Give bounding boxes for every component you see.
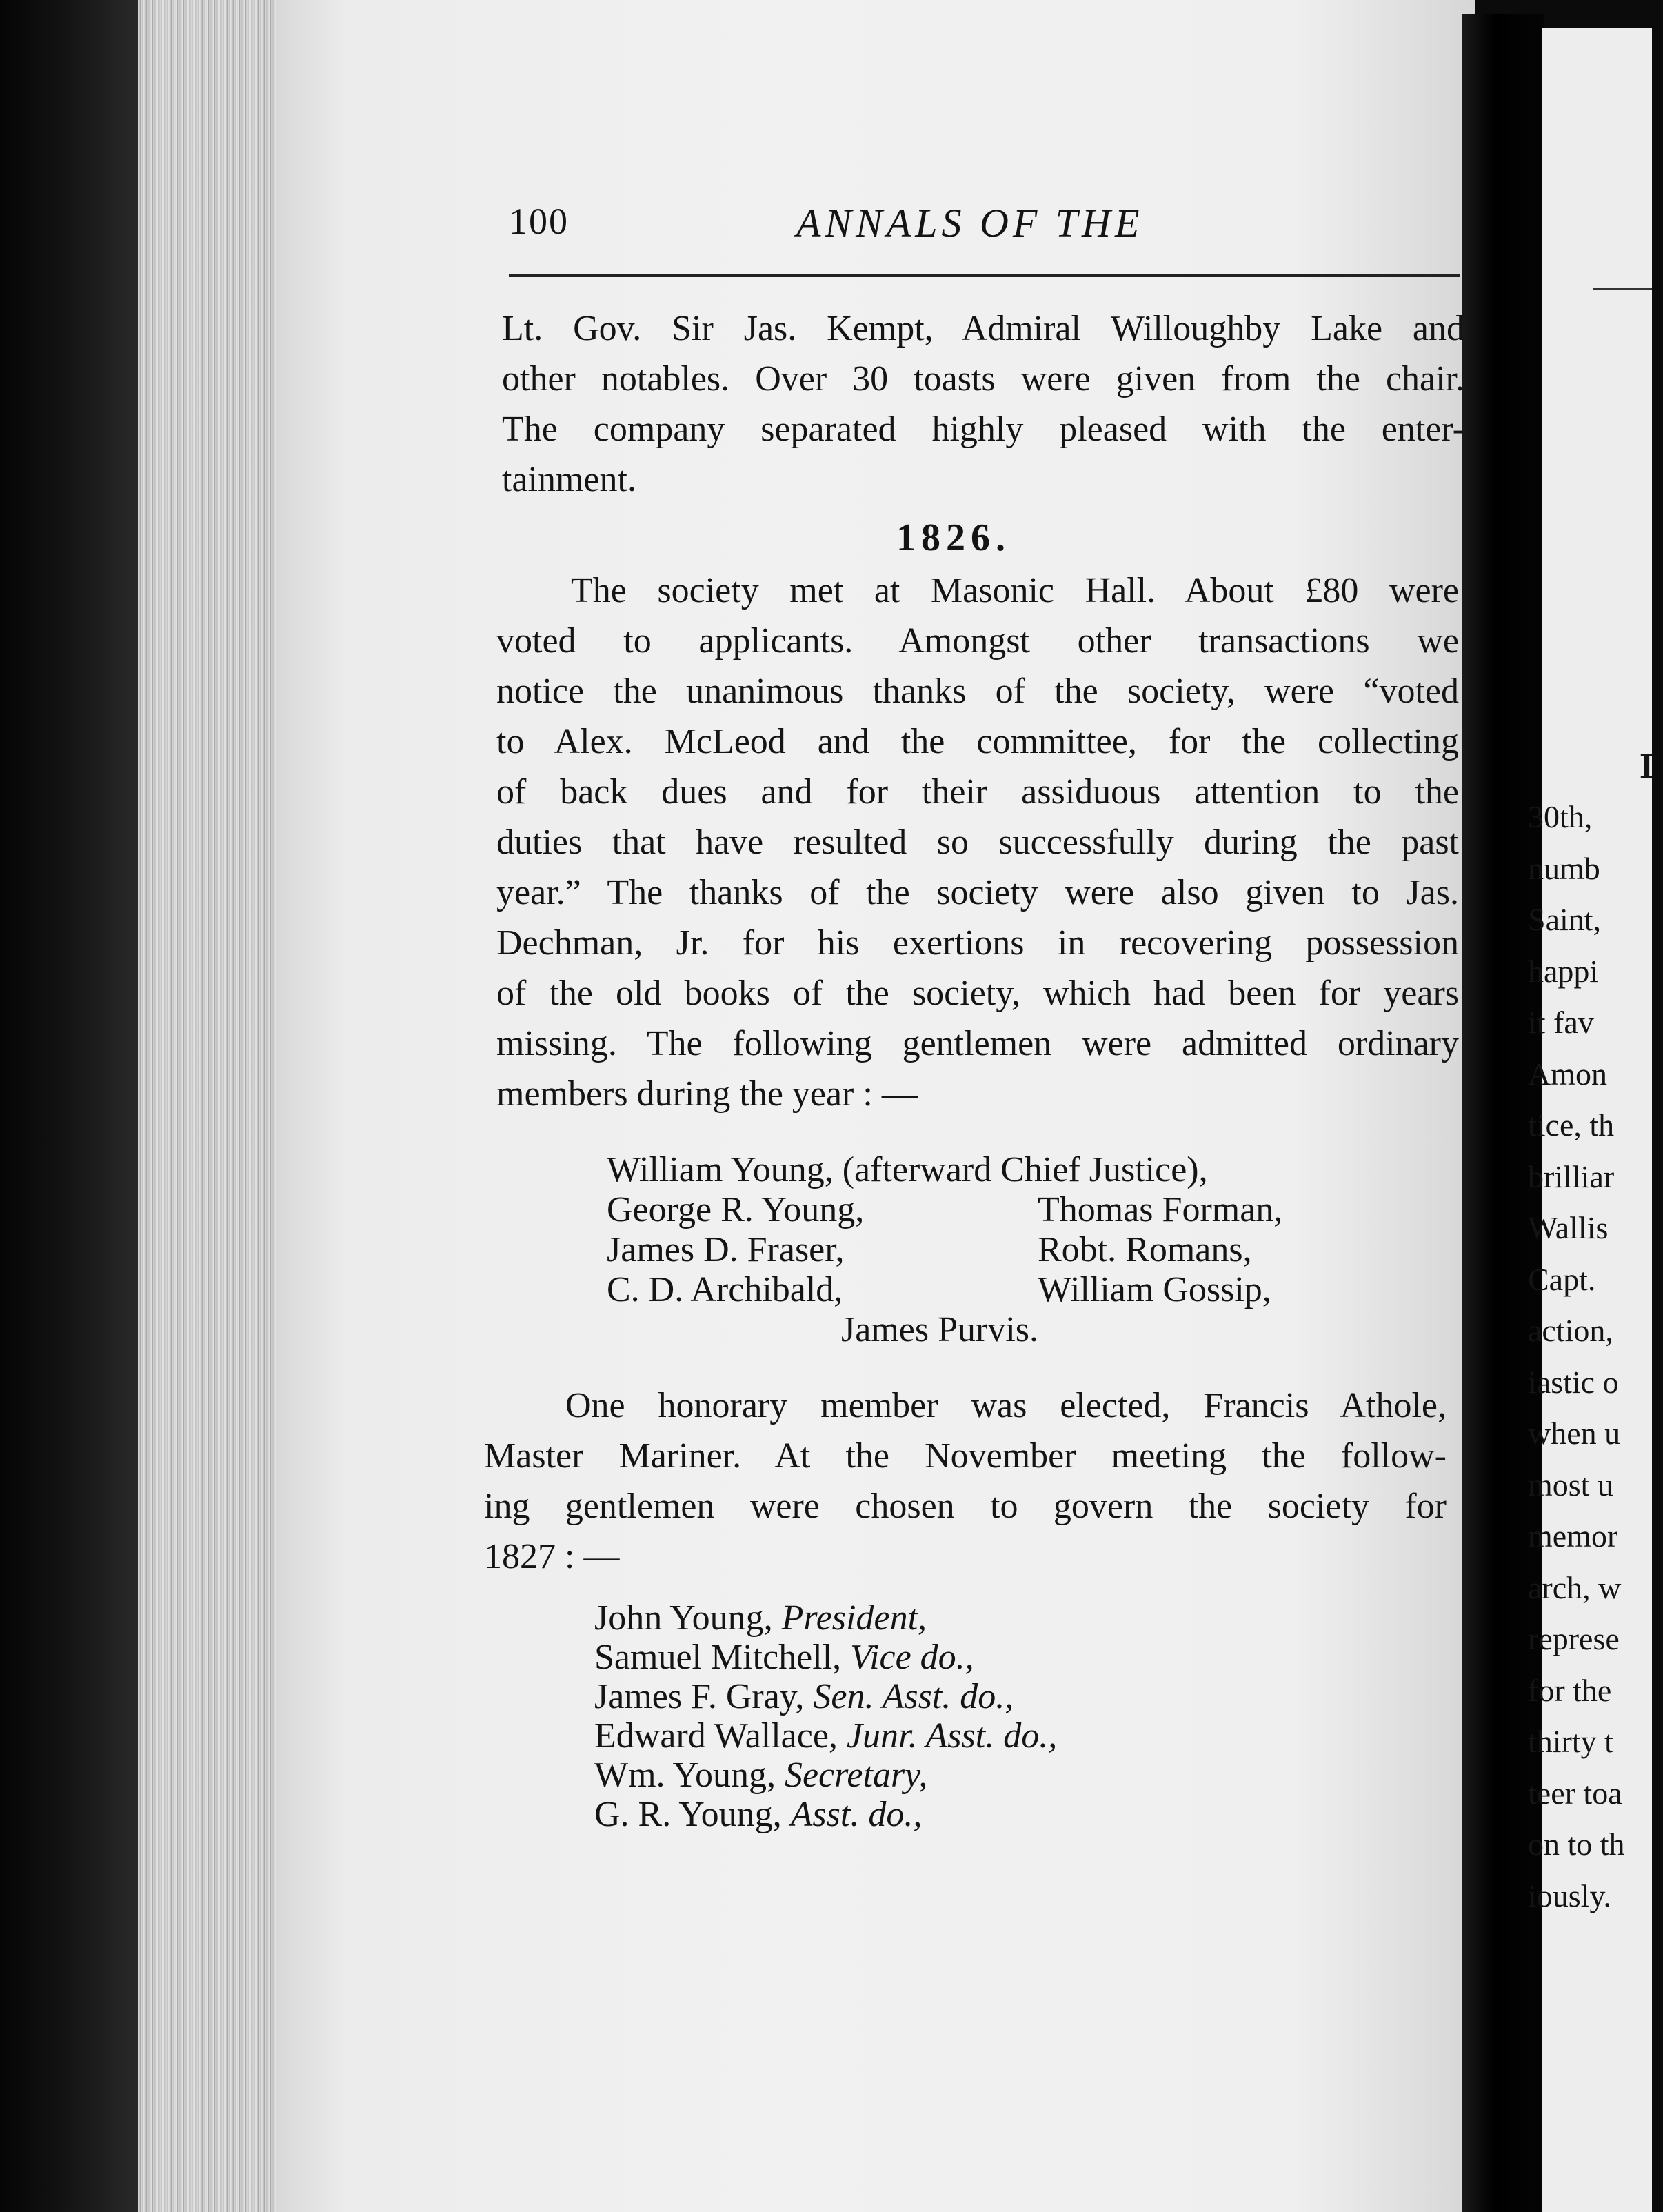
member-name: William Gossip, (1038, 1270, 1271, 1309)
header-rule (509, 274, 1460, 277)
officer-row (594, 1795, 1057, 1834)
right-line: when u (1528, 1416, 1621, 1451)
right-line: Wallis (1528, 1210, 1609, 1245)
officer-name: John Young, (594, 1598, 782, 1638)
right-line: brilliar (1528, 1158, 1615, 1194)
page-number: 100 (509, 201, 569, 242)
officer-row (594, 1716, 1057, 1756)
text-line: The society met at Masonic Hall. About £80 were (571, 571, 1459, 610)
right-line: most u (1528, 1467, 1613, 1502)
running-head: ANNALS OF THE (796, 201, 1144, 245)
text-line: of the old books of the society, which had been for years (496, 974, 1459, 1013)
officer-name: Samuel Mitchell, (594, 1638, 851, 1677)
officer-name: G. R. Young, (594, 1795, 791, 1834)
right-line: 30th, (1528, 799, 1593, 834)
member-name: C. D. Archibald, (607, 1270, 843, 1309)
member-name: George R. Young, (607, 1190, 865, 1229)
officer-title: Secretary, (784, 1756, 928, 1795)
right-line: tice, th (1528, 1107, 1615, 1143)
right-line: memor (1528, 1518, 1618, 1554)
page-edges (138, 0, 290, 2212)
right-line: happi (1528, 953, 1599, 989)
paragraph-1 (502, 303, 1464, 505)
right-page-heading-letter: I (1640, 747, 1654, 786)
right-line: for the (1528, 1672, 1612, 1708)
right-line: iously. (1528, 1878, 1611, 1913)
right-line: represe (1528, 1621, 1620, 1656)
officer-row (594, 1638, 1057, 1677)
paragraph-2 (496, 565, 1459, 1119)
member-name: Robt. Romans, (1038, 1230, 1252, 1269)
year-heading: 1826. (896, 516, 1011, 559)
officer-title: Junr. Asst. do., (846, 1716, 1058, 1756)
officers-list (594, 1598, 1057, 1834)
text-line: Dechman, Jr. for his exertions in recovering possession (496, 923, 1459, 963)
right-line: Saint, (1528, 902, 1602, 937)
officer-row (594, 1677, 1057, 1716)
right-line: iastic o (1528, 1364, 1619, 1400)
text-line: ing gentlemen were chosen to govern the society for (484, 1487, 1447, 1526)
text-line: missing. The following gentlemen were admitted ordinary (496, 1024, 1459, 1063)
right-line: it fav (1528, 1005, 1594, 1040)
officer-title: President, (781, 1598, 927, 1638)
right-line: action, (1528, 1313, 1613, 1348)
right-page-lines (1528, 792, 1663, 1922)
member-name: William Young, (afterward Chief Justice), (607, 1150, 1208, 1189)
officer-name: James F. Gray, (594, 1677, 814, 1716)
member-row (607, 1190, 1282, 1230)
right-line: thirty t (1528, 1724, 1613, 1759)
paragraph-3 (484, 1380, 1447, 1582)
right-line: numb (1528, 850, 1600, 886)
member-row (607, 1270, 1282, 1310)
right-page-text (1517, 758, 1652, 1931)
officer-name: Wm. Young, (594, 1756, 785, 1795)
text-line: to Alex. McLeod and the committee, for the collecting (496, 722, 1459, 761)
members-list (607, 1150, 1282, 1350)
text-line: 1827 : — (484, 1537, 620, 1576)
text-line: of back dues and for their assiduous attention to the (496, 772, 1459, 812)
book-binding (0, 0, 138, 2212)
officer-title: Vice do., (850, 1638, 974, 1677)
member-name: James Purvis. (841, 1310, 1038, 1349)
text-line: One honorary member was elected, Francis Athole, (565, 1386, 1447, 1425)
text-line: members during the year : — (496, 1074, 918, 1114)
right-line: Amon (1528, 1056, 1607, 1092)
right-page-rule (1593, 288, 1652, 290)
member-name: James D. Fraser, (607, 1230, 845, 1269)
right-line: teer toa (1528, 1775, 1622, 1811)
text-line: The company separated highly pleased with the enter- (502, 410, 1464, 449)
text-line: other notables. Over 30 toasts were given from the chair. (502, 359, 1464, 399)
member-row (607, 1230, 1282, 1270)
right-line: on to th (1528, 1827, 1625, 1862)
text-line: year.” The thanks of the society were also given to Jas. (496, 873, 1459, 912)
text-line: voted to applicants. Amongst other transactions we (496, 621, 1459, 661)
right-line: Capt. (1528, 1261, 1596, 1297)
member-name: Thomas Forman, (1038, 1190, 1283, 1229)
text-line: notice the unanimous thanks of the society, were “voted (496, 672, 1459, 711)
right-line: arch, w (1528, 1569, 1622, 1605)
officer-row (594, 1756, 1057, 1795)
officer-row (594, 1598, 1057, 1638)
text-line: Lt. Gov. Sir Jas. Kempt, Admiral Willoughby Lake and (502, 309, 1464, 348)
officer-title: Sen. Asst. do., (813, 1677, 1014, 1716)
text-line: tainment. (502, 460, 636, 499)
text-line: Master Mariner. At the November meeting the follow- (484, 1436, 1447, 1476)
text-line: duties that have resulted so successfully during the past (496, 823, 1459, 862)
officer-title: Asst. do., (790, 1795, 923, 1834)
officer-name: Edward Wallace, (594, 1716, 847, 1756)
